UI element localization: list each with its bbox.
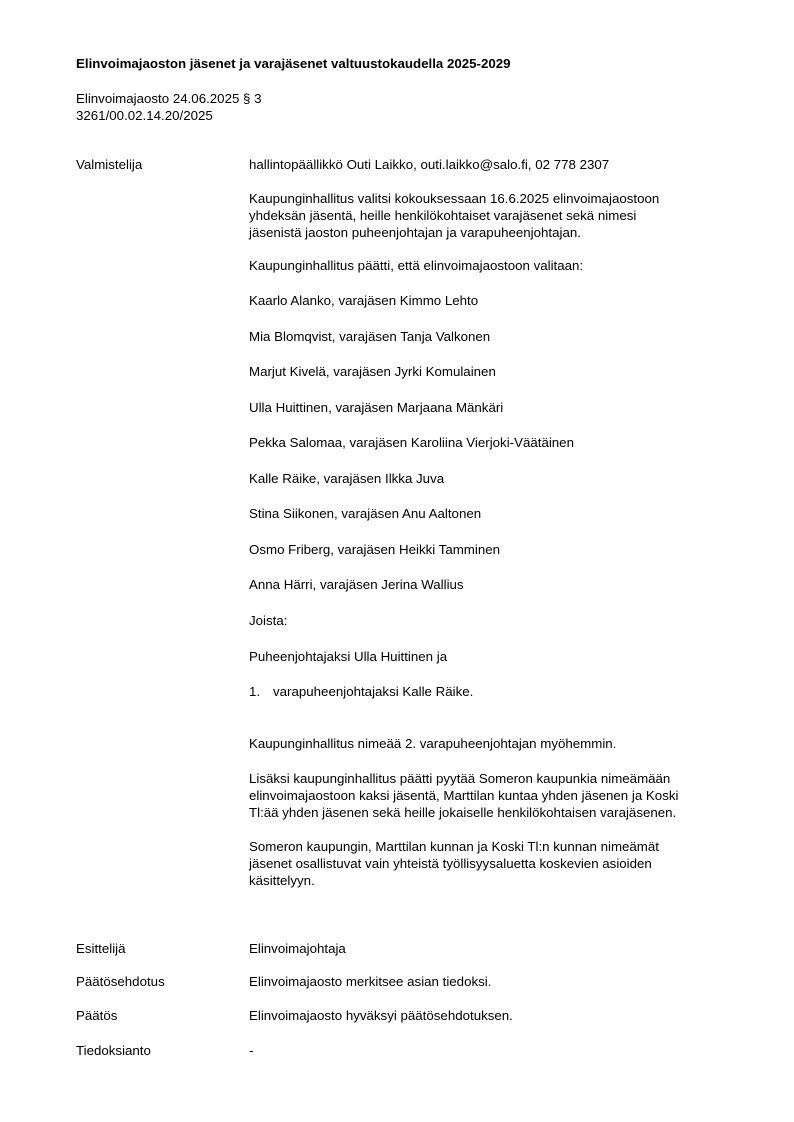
notification-label: Tiedoksianto [76, 1043, 151, 1058]
member-line: Anna Härri, varajäsen Jerina Wallius [249, 577, 464, 592]
diary-number: 3261/00.02.14.20/2025 [76, 108, 213, 123]
additional-line-3: Tl:ää yhden jäsenen sekä heille jokaiselle henkilökohtaisen varajäsenen. [249, 805, 677, 820]
second-vice-chair-line: Kaupunginhallitus nimeää 2. varapuheenjohtajan myöhemmin. [249, 736, 617, 751]
list-number: 1. [249, 684, 261, 699]
vice-chair-item [249, 684, 473, 700]
member-line: Mia Blomqvist, varajäsen Tanja Valkonen [249, 329, 491, 344]
participation-line-1: Someron kaupungin, Marttilan kunnan ja Koski Tl:n kunnan nimeämät [249, 839, 659, 854]
notification-value: - [249, 1043, 254, 1058]
presenter-label: Esittelijä [76, 941, 126, 956]
intro-line-2: yhdeksän jäsentä, heille henkilökohtaiset varajäsenet sekä nimesi [249, 208, 637, 223]
proposal-label: Päätösehdotus [76, 974, 165, 989]
decision-intro: Kaupunginhallitus päätti, että elinvoimajaostoon valitaan: [249, 258, 584, 273]
decision-label: Päätös [76, 1008, 118, 1023]
additional-line-1: Lisäksi kaupunginhallitus päätti pyytää Someron kaupunkia nimeämään [249, 771, 671, 786]
member-line: Ulla Huittinen, varajäsen Marjaana Mänkäri [249, 400, 504, 415]
intro-line-1: Kaupunginhallitus valitsi kokouksessaan 16.6.2025 elinvoimajaostoon [249, 191, 660, 206]
meeting-reference: Elinvoimajaosto 24.06.2025 § 3 [76, 91, 262, 106]
presenter-value: Elinvoimajohtaja [249, 941, 346, 956]
member-line: Kalle Räike, varajäsen Ilkka Juva [249, 471, 445, 486]
preparer-value: hallintopäällikkö Outi Laikko, outi.laikko@salo.fi, 02 778 2307 [249, 157, 610, 172]
member-line: Pekka Salomaa, varajäsen Karoliina Vierjoki-Väätäinen [249, 435, 574, 450]
additional-line-2: elinvoimajaostoon kaksi jäsentä, Marttilan kuntaa yhden jäsenen ja Koski [249, 788, 679, 803]
proposal-value: Elinvoimajaosto merkitsee asian tiedoksi. [249, 974, 492, 989]
participation-line-2: jäsenet osallistuvat vain yhteistä työllisyysaluetta koskevien asioiden [249, 856, 652, 871]
member-line: Stina Siikonen, varajäsen Anu Aaltonen [249, 506, 482, 521]
chair-line: Puheenjohtajaksi Ulla Huittinen ja [249, 649, 448, 664]
member-line: Marjut Kivelä, varajäsen Jyrki Komulainen [249, 364, 496, 379]
member-line: Kaarlo Alanko, varajäsen Kimmo Lehto [249, 293, 479, 308]
intro-line-3: jäsenistä jaoston puheenjohtajan ja varapuheenjohtajan. [249, 225, 581, 240]
participation-line-3: käsittelyyn. [249, 873, 315, 888]
vice-chair-text: varapuheenjohtajaksi Kalle Räike. [273, 684, 474, 699]
document-title: Elinvoimajaoston jäsenet ja varajäsenet valtuustokaudella 2025-2029 [76, 56, 511, 71]
preparer-label: Valmistelija [76, 157, 143, 172]
member-line: Osmo Friberg, varajäsen Heikki Tamminen [249, 542, 501, 557]
of-which-label: Joista: [249, 613, 288, 628]
decision-value: Elinvoimajaosto hyväksyi päätösehdotuksen. [249, 1008, 513, 1023]
